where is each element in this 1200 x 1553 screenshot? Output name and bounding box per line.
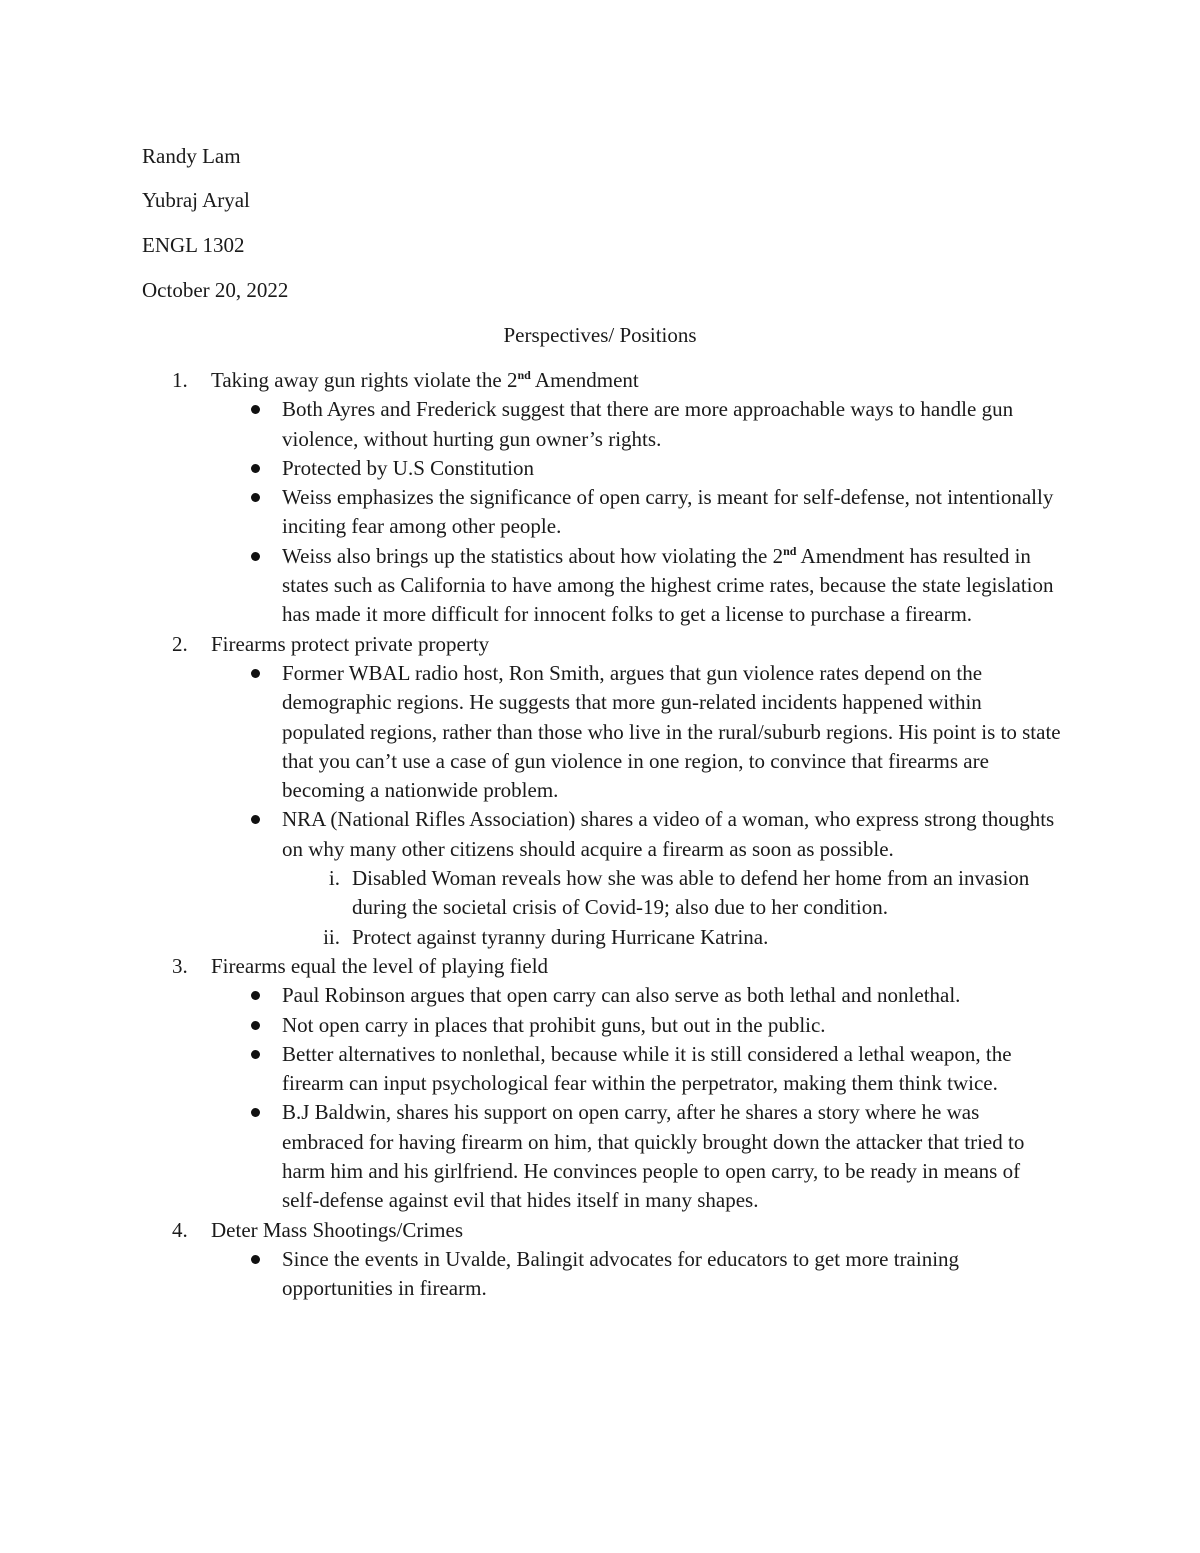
- bullet-text: Both Ayres and Frederick suggest that there are more approachable ways to handle gun violence, without hurting gun owner’s rights.: [282, 397, 1014, 451]
- document-date: October 20, 2022: [142, 278, 289, 302]
- bullet-dot-icon: [251, 493, 260, 502]
- bullet-item: [0, 395, 1200, 454]
- bullet-text: Weiss also brings up the statistics about how violating the 2nd Amendment has resulted in states such as California to have among the highest crime rates, because the state legislation has made it more difficult for innocent folks to get a license to purchase a firearm.: [282, 543, 1054, 627]
- bullet-item: [0, 1011, 1200, 1040]
- bullet-text: Better alternatives to nonlethal, because while it is still considered a lethal weapon, the firearm can input psychological fear within the perpetrator, making them think twice.: [282, 1041, 1012, 1096]
- bullet-text: Protected by U.S Constitution: [282, 455, 534, 480]
- outline-number: 3.: [172, 953, 188, 978]
- superscript: nd: [517, 368, 531, 382]
- superscript: nd: [783, 543, 797, 558]
- bullet-dot-icon: [251, 1255, 260, 1264]
- bullet-dot-icon: [251, 405, 260, 414]
- bullet-text: B.J Baldwin, shares his support on open carry, after he shares a story where he was embraced for having firearm on him, that quickly brought down the attacker that tried to harm him and his girlfriend. He convinces people to open carry, to be ready in means of self-defense against evil that hides itself in many shapes.: [282, 1100, 1025, 1213]
- outline-heading: Firearms protect private property: [211, 631, 490, 656]
- author-name: Randy Lam: [142, 144, 241, 168]
- bullet-text: Not open carry in places that prohibit guns, but out in the public.: [282, 1012, 826, 1037]
- bullet-dot-icon: [251, 464, 260, 473]
- sub-item-numeral: i.: [328, 866, 340, 891]
- outline-item: [0, 952, 1200, 981]
- outline-heading: Deter Mass Shootings/Crimes: [211, 1217, 463, 1242]
- bullet-dot-icon: [251, 552, 260, 561]
- bullet-text: Since the events in Uvalde, Balingit advocates for educators to get more training opportunities in firearm.: [282, 1246, 960, 1301]
- bullet-dot-icon: [251, 991, 260, 1000]
- document-title: Perspectives/ Positions: [503, 323, 697, 347]
- bullet-item: [0, 542, 1200, 630]
- outline-list: [0, 366, 1200, 1304]
- sub-item: [0, 923, 1200, 952]
- bullet-text: NRA (National Rifles Association) shares a video of a woman, who express strong thoughts on why many other citizens should acquire a firearm as soon as possible.: [282, 807, 1055, 861]
- bullet-text: Paul Robinson argues that open carry can also serve as both lethal and nonlethal.: [282, 983, 961, 1008]
- bullet-item: [0, 1040, 1200, 1099]
- bullet-item: [0, 483, 1200, 542]
- bullet-dot-icon: [251, 1108, 260, 1117]
- outline-number: 1.: [172, 368, 188, 392]
- outline-item: [0, 366, 1200, 395]
- outline-heading: Taking away gun rights violate the 2nd Amendment: [211, 368, 639, 392]
- bullet-dot-icon: [251, 1050, 260, 1059]
- outline-number: 2.: [172, 631, 188, 656]
- outline-item: [0, 630, 1200, 659]
- sub-item-text: Disabled Woman reveals how she was able to defend her home from an invasion during the societal crisis of Covid-19; also due to her condition.: [352, 866, 1030, 920]
- bullet-dot-icon: [251, 1021, 260, 1030]
- course-code: ENGL 1302: [142, 233, 245, 257]
- outline-heading: Firearms equal the level of playing field: [211, 953, 549, 978]
- bullet-text: Former WBAL radio host, Ron Smith, argues that gun violence rates depend on the demographic regions. He suggests that more gun-related incidents happened within populated regions, rather than those who live in the rural/suburb regions. His point is to state that you can’t use a case of gun violence in one region, to convince that firearms are becoming a nationwide problem.: [282, 660, 1061, 803]
- sub-item: [0, 864, 1200, 923]
- outline-number: 4.: [172, 1217, 188, 1242]
- bullet-item: [0, 805, 1200, 864]
- bullet-text: Weiss emphasizes the significance of open carry, is meant for self-defense, not intentionally inciting fear among other people.: [282, 485, 1054, 539]
- bullet-item: [0, 454, 1200, 483]
- bullet-dot-icon: [251, 815, 260, 824]
- bullet-dot-icon: [251, 669, 260, 678]
- instructor-name: Yubraj Aryal: [142, 188, 250, 212]
- bullet-item: [0, 1245, 1200, 1304]
- bullet-item: [0, 1098, 1200, 1215]
- sub-item-numeral: ii.: [323, 924, 340, 949]
- bullet-item: [0, 659, 1200, 805]
- sub-item-text: Protect against tyranny during Hurricane Katrina.: [352, 924, 769, 949]
- bullet-item: [0, 981, 1200, 1010]
- outline-item: [0, 1216, 1200, 1245]
